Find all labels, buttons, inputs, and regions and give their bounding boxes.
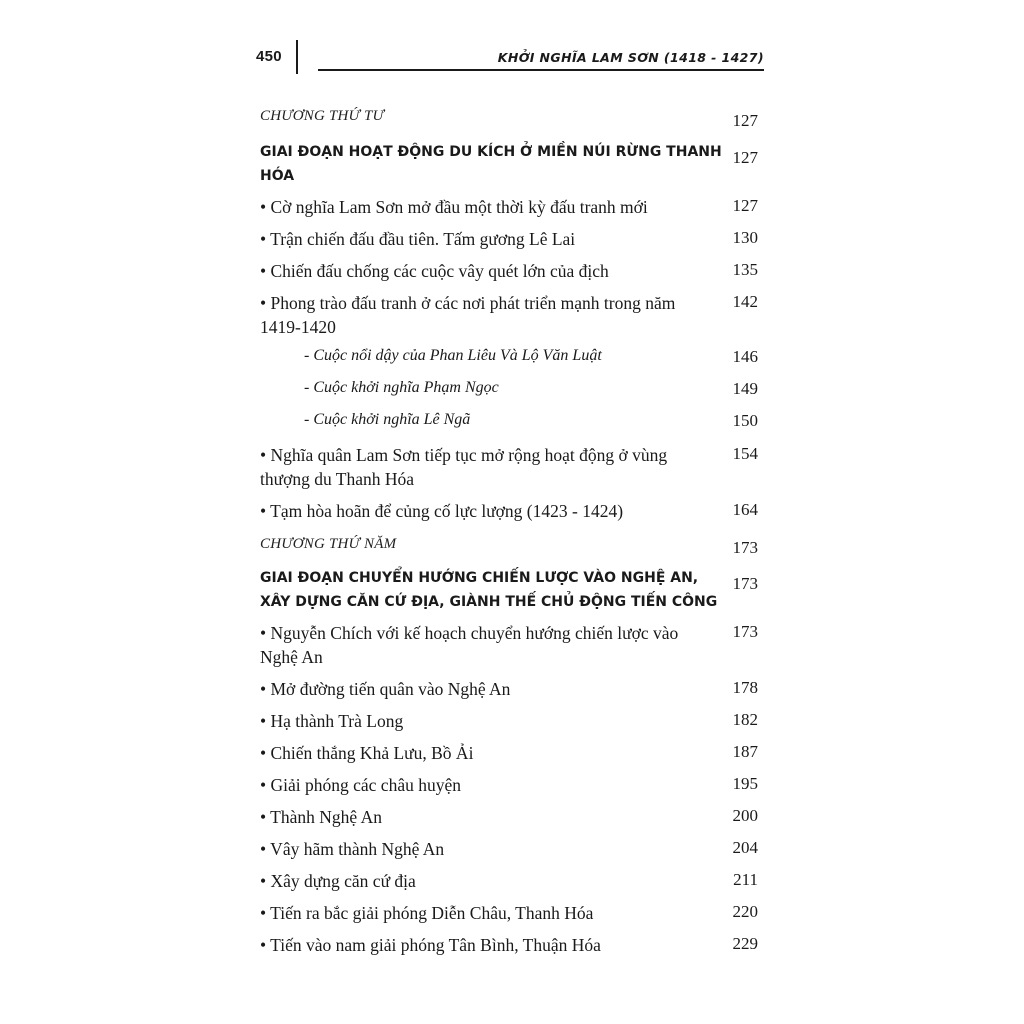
toc-entry-text: • Tạm hòa hoãn để củng cố lực lượng (1423 - 1424): [260, 501, 624, 521]
page-number: 450: [256, 48, 282, 65]
toc-page-number: 130: [732, 228, 758, 247]
toc-entry-text: GIAI ĐOẠN HOẠT ĐỘNG DU KÍCH Ở MIỀN NÚI RỪNG THANH HÓA: [260, 144, 722, 184]
toc-page-number: 149: [732, 379, 758, 398]
toc-entry-text: • Hạ thành Trà Long: [260, 711, 404, 731]
toc-entry-text: GIAI ĐOẠN CHUYỂN HƯỚNG CHIẾN LƯỢC VÀO NGHỆ AN, XÂY DỰNG CĂN CỨ ĐỊA, GIÀNH THẾ CHỦ ĐỘNG TIẾN CÔNG: [260, 570, 718, 610]
toc-entry-text: • Giải phóng các châu huyện: [260, 775, 461, 795]
toc-page-number: 211: [733, 870, 758, 889]
toc-entry-text: • Mở đường tiến quân vào Nghệ An: [260, 679, 511, 699]
toc-page-number: 142: [732, 292, 758, 311]
toc-entry-text: • Chiến đấu chống các cuộc vây quét lớn của địch: [260, 261, 609, 281]
running-header-title: KHỞI NGHĨA LAM SƠN (1418 - 1427): [497, 50, 764, 65]
toc-entry-text: • Vây hãm thành Nghệ An: [260, 839, 445, 859]
toc-page-number: 150: [732, 411, 758, 430]
toc-entry-text: CHƯƠNG THỨ NĂM: [260, 536, 397, 552]
toc-page-number: 164: [732, 500, 758, 519]
toc-page-number: 127: [732, 196, 758, 215]
toc-page-number: 182: [732, 710, 758, 729]
toc-entry-text: • Trận chiến đấu đầu tiên. Tấm gương Lê Lai: [260, 229, 576, 249]
toc-entry-text: • Phong trào đấu tranh ở các nơi phát triển mạnh trong năm 1419-1420: [260, 293, 676, 337]
header-rule: [318, 69, 764, 71]
toc-page-number: 127: [732, 111, 758, 130]
toc-entry-text: - Cuộc nổi dậy của Phan Liêu Và Lộ Văn Luật: [304, 347, 602, 364]
toc-entry-text: • Tiến ra bắc giải phóng Diễn Châu, Thanh Hóa: [260, 903, 594, 923]
toc-page-number: 173: [732, 622, 758, 641]
toc-entry-text: - Cuộc khởi nghĩa Lê Ngã: [304, 411, 471, 428]
toc-entry-text: • Chiến thắng Khả Lưu, Bồ Ải: [260, 743, 474, 763]
toc-entry-text: • Xây dựng căn cứ địa: [260, 871, 416, 891]
toc-page-number: 187: [732, 742, 758, 761]
toc-page-number: 195: [732, 774, 758, 793]
toc-entry-text: • Nguyễn Chích với kế hoạch chuyển hướng chiến lược vào Nghệ An: [260, 623, 679, 667]
header-divider: [296, 40, 298, 74]
toc-page-number: 173: [732, 574, 758, 593]
toc-entry-text: • Thành Nghệ An: [260, 807, 382, 827]
toc-page-number: 229: [732, 934, 758, 953]
toc-entry-text: CHƯƠNG THỨ TƯ: [260, 108, 385, 124]
toc-page-number: 220: [732, 902, 758, 921]
toc-page-number: 178: [732, 678, 758, 697]
toc-page-number: 200: [732, 806, 758, 825]
toc-entry-text: • Cờ nghĩa Lam Sơn mở đầu một thời kỳ đấu tranh mới: [260, 197, 648, 217]
toc-page-number: 127: [732, 148, 758, 167]
toc-page-number: 146: [732, 347, 758, 366]
toc-entry-text: • Tiến vào nam giải phóng Tân Bình, Thuận Hóa: [260, 935, 601, 955]
toc-page-number: 173: [732, 538, 758, 557]
toc-page-number: 154: [732, 444, 758, 463]
toc-entry-text: - Cuộc khởi nghĩa Phạm Ngọc: [304, 379, 499, 396]
toc-entry-text: • Nghĩa quân Lam Sơn tiếp tục mở rộng hoạt động ở vùng thượng du Thanh Hóa: [260, 445, 668, 489]
toc-page-number: 135: [732, 260, 758, 279]
toc-page-number: 204: [732, 838, 758, 857]
